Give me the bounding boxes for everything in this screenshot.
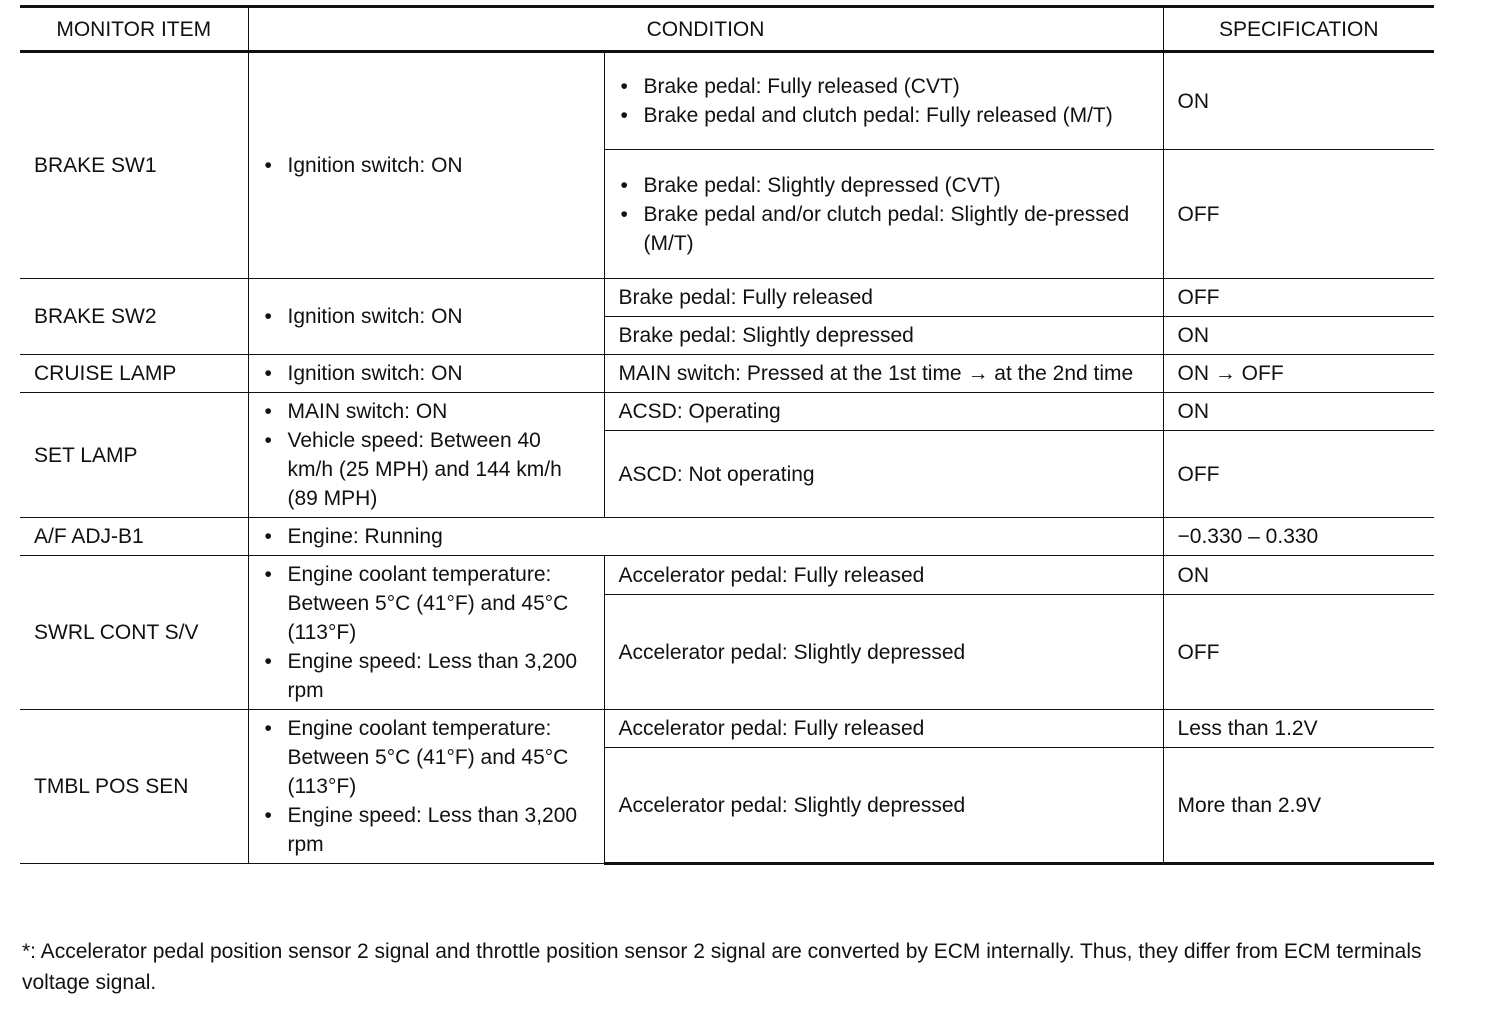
header-monitor-item: MONITOR ITEM — [20, 7, 248, 52]
sub-condition-bullet: • Brake pedal: Slightly depressed (CVT) — [619, 171, 1149, 200]
monitor-item-cell: BRAKE SW2 — [20, 279, 248, 355]
sub-condition-cell — [604, 150, 1163, 279]
condition-cell — [248, 52, 604, 279]
table-row — [20, 393, 1434, 431]
header-row — [20, 7, 1434, 52]
monitor-item-cell: CRUISE LAMP — [20, 355, 248, 393]
condition-bullet: • Ignition switch: ON — [263, 151, 590, 180]
condition-cell — [248, 393, 604, 518]
monitor-item-cell: SET LAMP — [20, 393, 248, 518]
sub-condition-cell: Accelerator pedal: Slightly depressed — [604, 595, 1163, 710]
spec-cell: OFF — [1163, 595, 1434, 710]
monitor-item-cell: BRAKE SW1 — [20, 52, 248, 279]
sub-condition-cell: ACSD: Operating — [604, 393, 1163, 431]
spec-cell: −0.330 – 0.330 — [1163, 518, 1434, 556]
condition-bullet: • Engine coolant temperature: Between 5°C (41°F) and 45°C (113°F) — [263, 714, 590, 801]
monitor-spec-table — [20, 5, 1434, 865]
condition-bullet: • Engine: Running — [263, 522, 1149, 551]
sub-condition-bullet: • Brake pedal: Fully released (CVT) — [619, 72, 1149, 101]
monitor-item-cell: TMBL POS SEN — [20, 710, 248, 864]
table-row — [20, 279, 1434, 317]
monitor-item-cell: A/F ADJ-B1 — [20, 518, 248, 556]
condition-bullet: • Engine speed: Less than 3,200 rpm — [263, 647, 590, 705]
condition-bullet: • MAIN switch: ON — [263, 397, 590, 426]
spec-cell: ON → OFF — [1163, 355, 1434, 393]
condition-cell — [248, 355, 604, 393]
condition-cell — [248, 556, 604, 710]
condition-cell — [248, 710, 604, 864]
spec-cell: ON — [1163, 393, 1434, 431]
spec-cell: OFF — [1163, 431, 1434, 518]
table-row — [20, 556, 1434, 595]
spec-cell: OFF — [1163, 279, 1434, 317]
spec-cell: ON — [1163, 556, 1434, 595]
spec-cell: Less than 1.2V — [1163, 710, 1434, 748]
sub-condition-cell: MAIN switch: Pressed at the 1st time → at the 2nd time — [604, 355, 1163, 393]
sub-condition-bullet: • Brake pedal and clutch pedal: Fully released (M/T) — [619, 101, 1149, 130]
condition-bullet: • Engine coolant temperature: Between 5°C (41°F) and 45°C (113°F) — [263, 560, 590, 647]
header-condition: CONDITION — [248, 7, 1163, 52]
table-row — [20, 518, 1434, 556]
table-row — [20, 355, 1434, 393]
sub-condition-cell: Accelerator pedal: Fully released — [604, 556, 1163, 595]
condition-bullet: • Ignition switch: ON — [263, 302, 590, 331]
sub-condition-bullet: • Brake pedal and/or clutch pedal: Slightly de-pressed (M/T) — [619, 200, 1149, 258]
sub-condition-cell: ASCD: Not operating — [604, 431, 1163, 518]
sub-condition-cell: Brake pedal: Fully released — [604, 279, 1163, 317]
condition-bullet: • Ignition switch: ON — [263, 359, 590, 388]
footnote: *: Accelerator pedal position sensor 2 signal and throttle position sensor 2 signal are converted by ECM internally. Thus, they differ from ECM terminals voltage signal. — [22, 940, 1422, 994]
monitor-item-cell: SWRL CONT S/V — [20, 556, 248, 710]
condition-bullet: • Engine speed: Less than 3,200 rpm — [263, 801, 590, 859]
condition-bullet: • Vehicle speed: Between 40 km/h (25 MPH) and 144 km/h (89 MPH) — [263, 426, 590, 513]
sub-condition-cell — [604, 52, 1163, 150]
spec-cell: OFF — [1163, 150, 1434, 279]
spec-cell: ON — [1163, 317, 1434, 355]
spec-cell: More than 2.9V — [1163, 748, 1434, 864]
condition-cell — [248, 518, 1163, 556]
condition-cell — [248, 279, 604, 355]
table-row — [20, 710, 1434, 748]
header-specification: SPECIFICATION — [1163, 7, 1434, 52]
spec-cell: ON — [1163, 52, 1434, 150]
sub-condition-cell: Accelerator pedal: Slightly depressed — [604, 748, 1163, 864]
sub-condition-cell: Brake pedal: Slightly depressed — [604, 317, 1163, 355]
table-row — [20, 52, 1434, 150]
sub-condition-cell: Accelerator pedal: Fully released — [604, 710, 1163, 748]
